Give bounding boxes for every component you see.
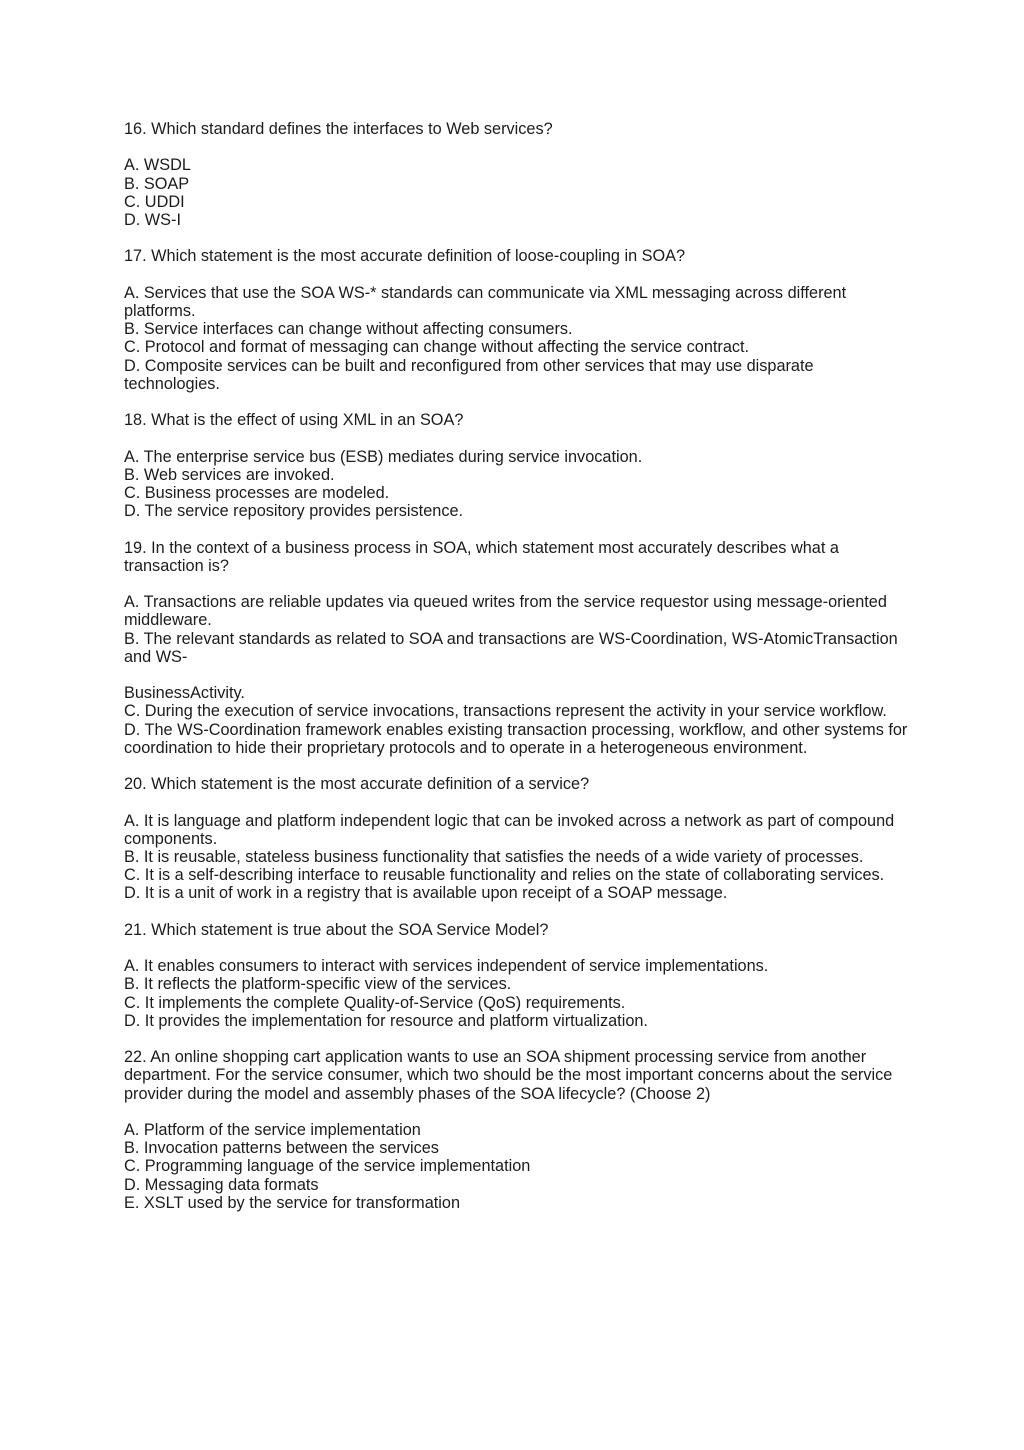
answer-option: A. Services that use the SOA WS-* standards can communicate via XML messaging across different platforms. <box>124 283 847 320</box>
answer-option: D. Messaging data formats <box>124 1175 319 1194</box>
question-text: 21. Which statement is true about the SOA Service Model? <box>124 920 549 939</box>
answer-option: D. The service repository provides persistence. <box>124 502 464 521</box>
question-19 <box>124 539 914 757</box>
answer-option: D. It provides the implementation for resource and platform virtualization. <box>124 1011 648 1030</box>
answer-option: D. WS-I <box>124 211 181 229</box>
answer-option: C. It implements the complete Quality-of-Service (QoS) requirements. <box>124 993 626 1012</box>
question-22 <box>124 1048 914 1212</box>
answer-option: B. The relevant standards as related to SOA and transactions are WS-Coordination, WS-AtomicTransaction and WS- <box>124 629 898 666</box>
question-text: 17. Which statement is the most accurate definition of loose-coupling in SOA? <box>124 247 686 266</box>
answer-option: C. Protocol and format of messaging can change without affecting the service contract. <box>124 338 750 357</box>
answer-option: C. During the execution of service invocations, transactions represent the activity in your service workflow. <box>124 702 887 721</box>
answer-option: B. It reflects the platform-specific view of the services. <box>124 975 512 994</box>
question-21 <box>124 921 914 1030</box>
answer-option: E. XSLT used by the service for transformation <box>124 1193 461 1212</box>
answer-option: A. It is language and platform independent logic that can be invoked across a network as part of compound components. <box>124 811 895 848</box>
question-16 <box>124 120 914 229</box>
question-text: 18. What is the effect of using XML in an SOA? <box>124 411 464 430</box>
answer-option: C. UDDI <box>124 192 185 211</box>
answer-option: D. It is a unit of work in a registry that is available upon receipt of a SOAP message. <box>124 884 728 903</box>
question-18 <box>124 411 914 520</box>
document-page <box>124 120 914 1230</box>
answer-option: B. Service interfaces can change without affecting consumers. <box>124 320 573 339</box>
answer-option: D. The WS-Coordination framework enables existing transaction processing, workflow, and other systems for coordination to hide their proprietary protocols and to operate in a heterogeneous environment. <box>124 720 908 757</box>
question-text: 20. Which statement is the most accurate definition of a service? <box>124 775 590 794</box>
question-text: 22. An online shopping cart application wants to use an SOA shipment processing service from another department. For the service consumer, which two should be the most important concerns about the service provider during the model and assembly phases of the SOA lifecycle? (Choose 2) <box>124 1048 893 1103</box>
answer-option: A. Transactions are reliable updates via queued writes from the service requestor using message-oriented middleware. <box>124 593 887 630</box>
answer-option: A. Platform of the service implementation <box>124 1120 421 1139</box>
question-text: 16. Which standard defines the interfaces to Web services? <box>124 120 553 138</box>
question-text: 19. In the context of a business process in SOA, which statement most accurately describes what a transaction is? <box>124 538 839 575</box>
answer-option: A. It enables consumers to interact with services independent of service implementations. <box>124 957 769 976</box>
answer-option: D. Composite services can be built and reconfigured from other services that may use disparate technologies. <box>124 356 814 393</box>
answer-option: A. The enterprise service bus (ESB) mediates during service invocation. <box>124 447 643 466</box>
question-17 <box>124 247 914 393</box>
answer-option: C. Business processes are modeled. <box>124 483 390 502</box>
blank-line <box>124 666 914 684</box>
answer-option: C. Programming language of the service implementation <box>124 1157 531 1176</box>
answer-option: B. SOAP <box>124 174 190 193</box>
answer-option: B. It is reusable, stateless business functionality that satisfies the needs of a wide variety of processes. <box>124 847 864 866</box>
answer-option: B. Invocation patterns between the services <box>124 1139 439 1158</box>
question-20 <box>124 775 914 902</box>
answer-option: A. WSDL <box>124 156 191 175</box>
answer-option: C. It is a self-describing interface to reusable functionality and relies on the state of collaborating services. <box>124 866 885 885</box>
answer-option: B. Web services are invoked. <box>124 465 335 484</box>
answer-option-continuation: BusinessActivity. <box>124 684 245 703</box>
